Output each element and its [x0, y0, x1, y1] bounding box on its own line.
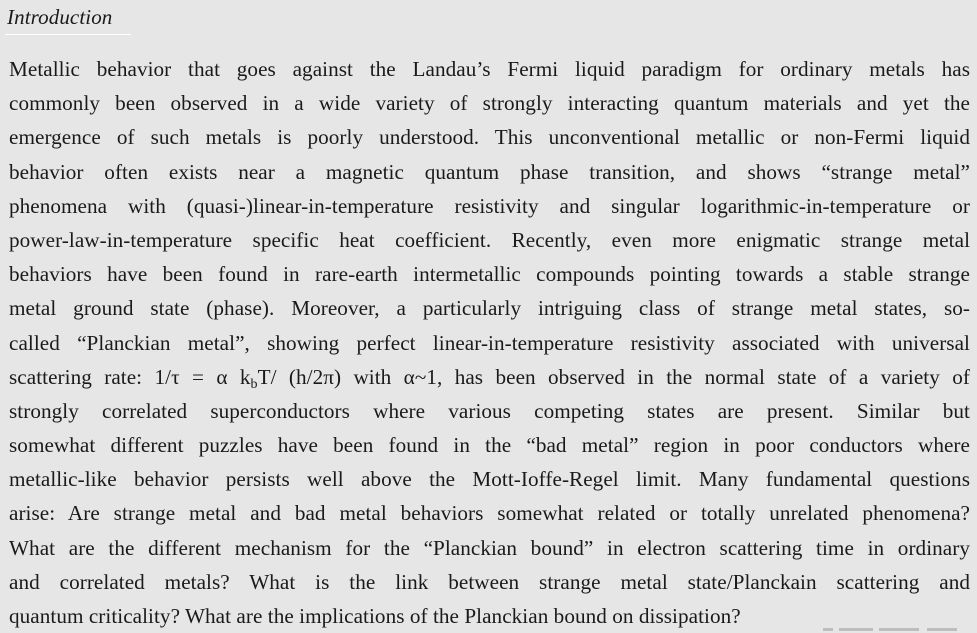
paragraph-line: phenomena with (quasi-)linear-in-temperature resistivity and singular logarithmic-in-temperature or — [9, 193, 970, 218]
paragraph-line: somewhat different puzzles have been found in the “bad metal” region in poor conductors where — [9, 433, 970, 458]
formula-before: scattering rate: 1/τ = α k — [9, 364, 251, 389]
paragraph-line: called “Planckian metal”, showing perfect linear-in-temperature resistivity associated with universal — [9, 330, 970, 355]
paragraph-line: power-law-in-temperature specific heat coefficient. Recently, even more enigmatic strange metal — [9, 227, 970, 252]
formula-after: T/ (h/2π) with α~1, has been observed in the normal state of a variety of — [257, 364, 970, 389]
heading-divider — [5, 34, 131, 35]
paragraph-line: arise: Are strange metal and bad metal behaviors somewhat related or totally unrelated phenomena? — [9, 501, 970, 526]
formula-subscript: b — [250, 376, 258, 392]
paragraph-line: quantum criticality? What are the implications of the Planckian bound on dissipation? — [9, 604, 741, 628]
paragraph-line: strongly correlated superconductors where various competing states are present. Similar but — [9, 398, 970, 423]
paragraph-line: Metallic behavior that goes against the Landau’s Fermi liquid paradigm for ordinary metals has — [9, 57, 970, 81]
paragraph-line: and correlated metals? What is the link between strange metal state/Planckain scattering and — [9, 569, 970, 594]
paragraph-line: What are the different mechanism for the “Planckian bound” in electron scattering time in ordinary — [9, 535, 970, 560]
paragraph-line: behaviors have been found in rare-earth intermetallic compounds pointing towards a stable strange — [9, 262, 970, 287]
partial-text-artifact — [817, 626, 977, 632]
paragraph-line: commonly been observed in a wide variety of strongly interacting quantum materials and yet the — [9, 91, 970, 116]
formula-line — [9, 360, 970, 394]
section-heading: Introduction — [7, 5, 113, 29]
paragraph-line: metallic-like behavior persists well above the Mott-Ioffe-Regel limit. Many fundamental questions — [9, 467, 970, 492]
paragraph-line: metal ground state (phase). Moreover, a particularly intriguing class of strange metal states, so- — [9, 296, 970, 321]
paragraph-line: behavior often exists near a magnetic quantum phase transition, and shows “strange metal” — [9, 159, 970, 184]
introduction-paragraph — [9, 52, 970, 633]
paragraph-line: emergence of such metals is poorly understood. This unconventional metallic or non-Fermi liquid — [9, 125, 970, 150]
